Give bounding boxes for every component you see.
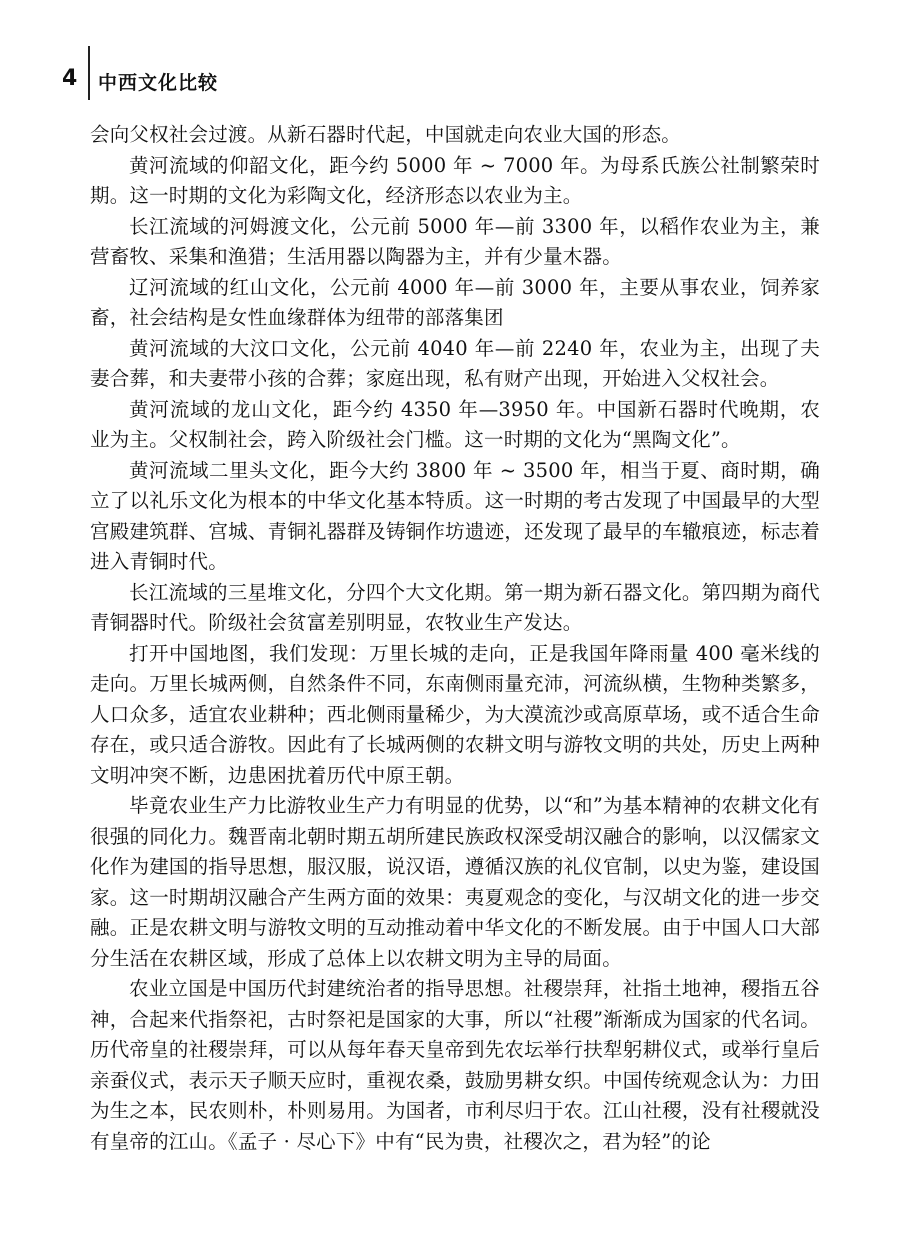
running-title: 中西文化比较 [98, 72, 219, 94]
paragraph-dawenkou: 黄河流域的大汶口文化，公元前 4040 年—前 2240 年，农业为主，出现了夫妻合葬，和夫妻带小孩的合葬；家庭出现，私有财产出现，开始进入父权社会。 [90, 336, 820, 390]
header-divider [88, 46, 90, 100]
paragraph-hemudu: 长江流域的河姆渡文化，公元前 5000 年—前 3300 年，以稻作农业为主，兼营畜牧、采集和渔猎；生活用器以陶器为主，并有少量木器。 [90, 214, 820, 268]
paragraph-continued: 会向父权社会过渡。从新石器时代起，中国就走向农业大国的形态。 [90, 123, 682, 146]
paragraph-agriculture: 农业立国是中国历代封建统治者的指导思想。社稷崇拜，社指土地神，稷指五谷神，合起来代指祭祀，古时祭祀是国家的大事，所以“社稷”渐渐成为国家的代名词。历代帝皇的社稷崇拜，可以从每年春天皇帝到先农坛举行扶犁躬耕仪式，或举行皇后亲蚕仪式，表示天子顺天应时，重视农桑，鼓励男耕女织。中国传统观念认为：力田为生之本，民农则朴，朴则易用。为国者，市利尽归于农。江山社稷，没有社稷就没有皇帝的江山。《孟子 · 尽心下》中有“民为贵，社稷次之，君为轻”的论 [90, 977, 820, 1153]
paragraph-longshan: 黄河流域的龙山文化，距今约 4350 年—3950 年。中国新石器时代晚期，农业为主。父权制社会，跨入阶级社会门槛。这一时期的文化为“黑陶文化”。 [90, 397, 820, 451]
page-number: 4 [62, 66, 78, 91]
paragraph-great-wall: 打开中国地图，我们发现：万里长城的走向，正是我国年降雨量 400 毫米线的走向。万里长城两侧，自然条件不同，东南侧雨量充沛，河流纵横，生物种类繁多，人口众多，适宜农业耕种；西北侧雨量稀少，为大漠流沙或高原草场，或不适合生命存在，或只适合游牧。因此有了长城两侧的农耕文明与游牧文明的共处，历史上两种文明冲突不断，边患困扰着历代中原王朝。 [90, 641, 820, 787]
paragraph-sanxingdui: 长江流域的三星堆文化，分四个大文化期。第一期为新石器文化。第四期为商代青铜器时代。阶级社会贫富差别明显，农牧业生产发达。 [90, 580, 820, 634]
paragraph-hongshan: 辽河流域的红山文化，公元前 4000 年—前 3000 年，主要从事农业，饲养家畜，社会结构是女性血缘群体为纽带的部落集团 [90, 275, 820, 329]
paragraph-erlitou: 黄河流域二里头文化，距今大约 3800 年 ~ 3500 年，相当于夏、商时期，确立了以礼乐文化为根本的中华文化基本特质。这一时期的考古发现了中国最早的大型宫殿建筑群、宫城、青铜礼器群及铸铜作坊遗迹，还发现了最早的车辙痕迹，标志着进入青铜时代。 [90, 458, 820, 573]
page-body [90, 120, 820, 1157]
paragraph-assimilation: 毕竟农业生产力比游牧业生产力有明显的优势，以“和”为基本精神的农耕文化有很强的同化力。魏晋南北朝时期五胡所建民族政权深受胡汉融合的影响，以汉儒家文化作为建国的指导思想，服汉服，说汉语，遵循汉族的礼仪官制，以史为鉴，建设国家。这一时期胡汉融合产生两方面的效果：夷夏观念的变化，与汉胡文化的进一步交融。正是农耕文明与游牧文明的互动推动着中华文化的不断发展。由于中国人口大部分生活在农耕区域，形成了总体上以农耕文明为主导的局面。 [90, 794, 820, 970]
paragraph-yangshao: 黄河流域的仰韶文化，距今约 5000 年 ~ 7000 年。为母系氏族公社制繁荣时期。这一时期的文化为彩陶文化，经济形态以农业为主。 [90, 153, 820, 207]
page-header [62, 38, 282, 100]
